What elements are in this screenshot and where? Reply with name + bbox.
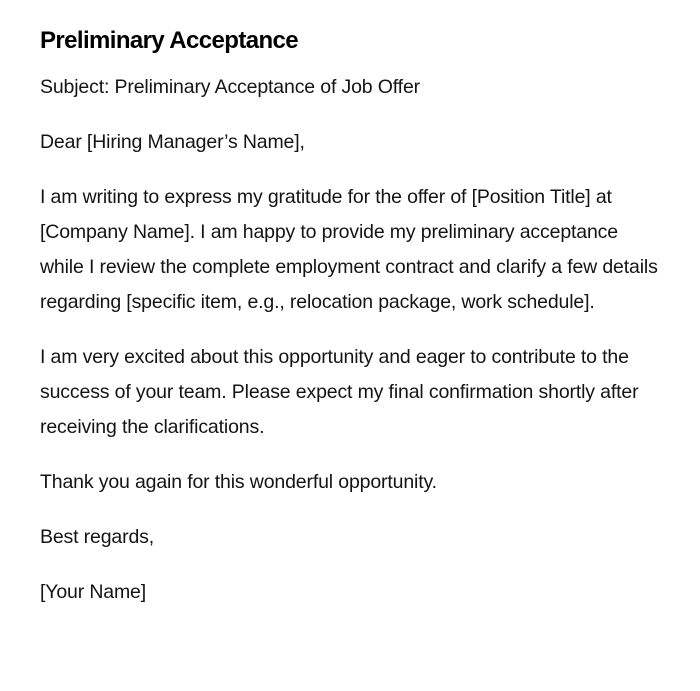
document-title: Preliminary Acceptance bbox=[40, 27, 299, 54]
body-paragraph-3: Thank you again for this wonderful opportunity. bbox=[40, 471, 437, 493]
body-paragraph-1: I am writing to express my gratitude for the offer of [Position Title] at [Company Name]. I am happy to provide my preliminary acceptance while I review the complete employment contract and clarify a few details regarding [specific item, e.g., relocation package, work schedule]. bbox=[40, 186, 658, 313]
signature: [Your Name] bbox=[40, 581, 147, 603]
closing: Best regards, bbox=[40, 526, 155, 548]
body-paragraph-2: I am very excited about this opportunity and eager to contribute to the success of your team. Please expect my final confirmation shortly after receiving the clarifications. bbox=[40, 346, 639, 438]
salutation: Dear [Hiring Manager’s Name], bbox=[40, 131, 305, 153]
subject-line: Subject: Preliminary Acceptance of Job Offer bbox=[40, 76, 420, 98]
